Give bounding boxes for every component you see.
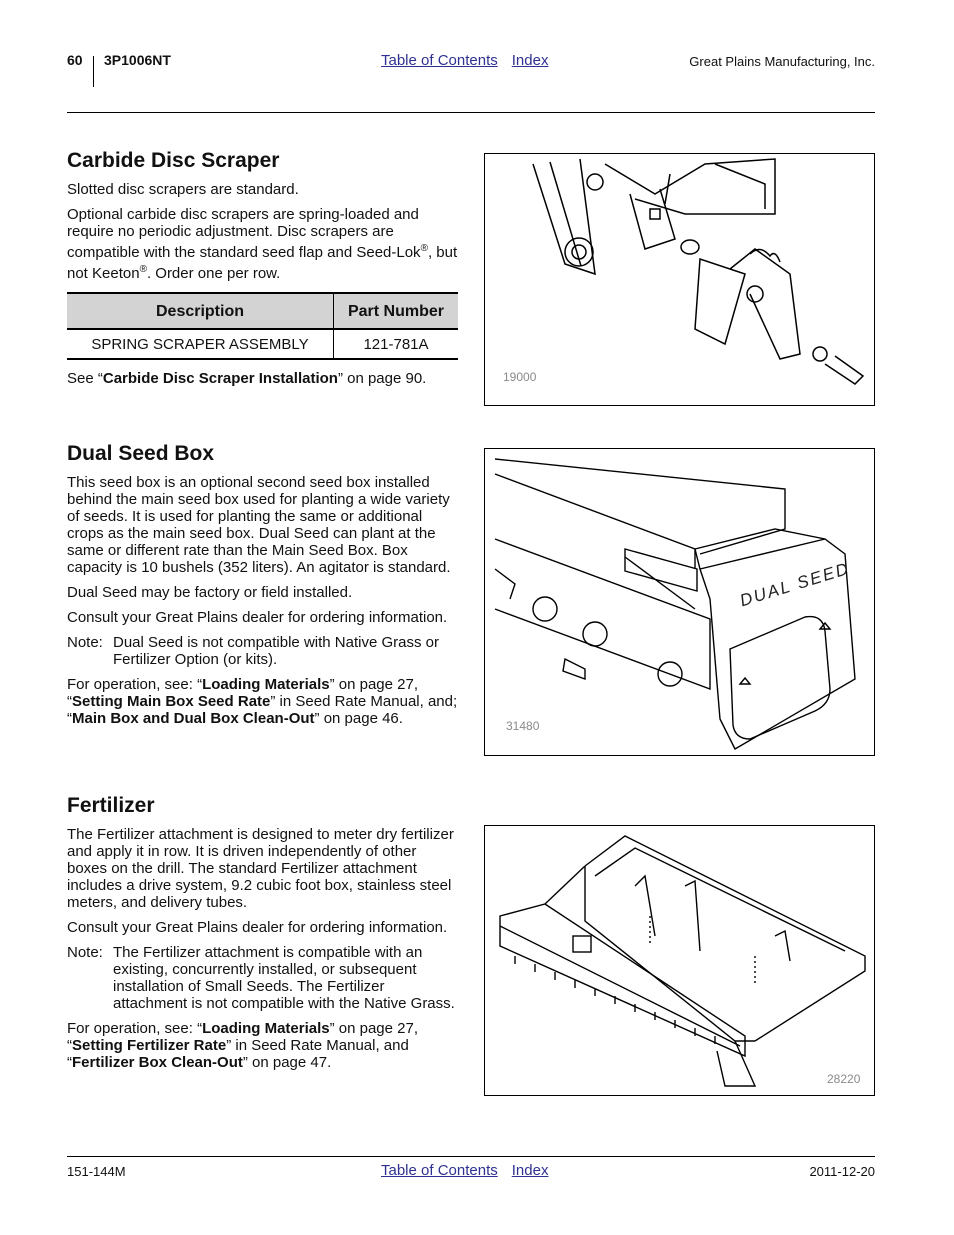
header-rule: [67, 112, 875, 113]
figure-number: 19000: [503, 370, 537, 384]
header-nav: [381, 52, 562, 69]
company-name: Great Plains Manufacturing, Inc.: [689, 54, 875, 69]
fert-title: Fertilizer: [67, 794, 155, 817]
fert-operation: For operation, see: “Loading Materials” on page 27, “Setting Fertilizer Rate” in Seed Rate Manual, and “Fertilizer Box Clean-Out” on page 47.: [67, 1020, 419, 1071]
dual-p3: Consult your Great Plains dealer for ordering information.: [67, 609, 448, 626]
carbide-p1: Slotted disc scrapers are standard.: [67, 181, 299, 198]
dual-seed-figure: [484, 448, 875, 756]
dual-seed-drawing: [485, 449, 874, 755]
dual-p2: Dual Seed may be factory or field installed.: [67, 584, 353, 601]
dual-operation: For operation, see: “Loading Materials” on page 27, “Setting Main Box Seed Rate” in Seed Rate Manual, and; “Main Box and Dual Box Clean-Out” on page 46.: [67, 676, 458, 727]
cell-part-number: 121-781A: [334, 329, 459, 359]
parts-table: [67, 292, 458, 360]
table-row: [67, 329, 458, 359]
footer-nav: [381, 1162, 562, 1179]
footer-rule: [67, 1156, 875, 1157]
col-description: Description: [67, 293, 334, 329]
footer-date: 2011-12-20: [809, 1164, 875, 1179]
figure-number: 31480: [506, 719, 540, 733]
disc-scraper-drawing: [485, 154, 874, 405]
header-divider: [93, 56, 94, 87]
dual-title: Dual Seed Box: [67, 442, 215, 465]
header-index-link[interactable]: Index: [511, 52, 549, 69]
fert-p2: Consult your Great Plains dealer for ordering information.: [67, 919, 448, 936]
figure-number: 28220: [827, 1072, 861, 1086]
fert-section: [67, 794, 459, 1079]
page-number: 60: [67, 52, 83, 68]
carbide-title: Carbide Disc Scraper: [67, 149, 280, 172]
fertilizer-figure: [484, 825, 875, 1096]
footer-toc-link[interactable]: Table of Contents: [381, 1162, 498, 1179]
cell-description: SPRING SCRAPER ASSEMBLY: [67, 329, 334, 359]
model-number: 3P1006NT: [104, 52, 171, 68]
doc-number: 151-144M: [67, 1164, 126, 1179]
fertilizer-drawing: [485, 826, 874, 1095]
header-toc-link[interactable]: Table of Contents: [381, 52, 498, 69]
dual-note: Note: Dual Seed is not compatible with Native Grass or Fertilizer Option (or kits).: [67, 634, 439, 668]
fert-p1: The Fertilizer attachment is designed to meter dry fertilizer and apply it in row. It is driven independently of other boxes on the drill. The standard Fertilizer attachment includes a drive system, 9.2 cubic foot box, stainless steel meters, and delivery tubes.: [67, 826, 454, 911]
footer-index-link[interactable]: Index: [511, 1162, 549, 1179]
disc-scraper-figure: [484, 153, 875, 406]
dual-section: [67, 442, 459, 735]
dual-seed-box-lettering: DUAL SEED: [737, 558, 853, 611]
col-part-number: Part Number: [334, 293, 459, 329]
carbide-section: [67, 149, 459, 395]
carbide-p2: Optional carbide disc scrapers are spring-loaded and require no periodic adjustment. Disc scrapers are compatible with the standard seed flap and Seed-Lok®, but not Keeton®. Order one per row.: [67, 206, 458, 282]
fert-note: Note: The Fertilizer attachment is compatible with an existing, concurrently installed, or subsequent installation of Small Seeds. The Fertilizer attachment is not compatible with the Native Grass.: [67, 944, 455, 1012]
carbide-see: See “Carbide Disc Scraper Installation” on page 90.: [67, 370, 427, 387]
dual-p1: This seed box is an optional second seed box installed behind the main seed box used for planting a wide variety of seeds. It is used for planting the same or additional crops as the main seed box. Dual Seed can plant at the same or different rate than the Main Seed Box. Box capacity is 10 bushels (352 liters). An agitator is standard.: [67, 474, 451, 576]
